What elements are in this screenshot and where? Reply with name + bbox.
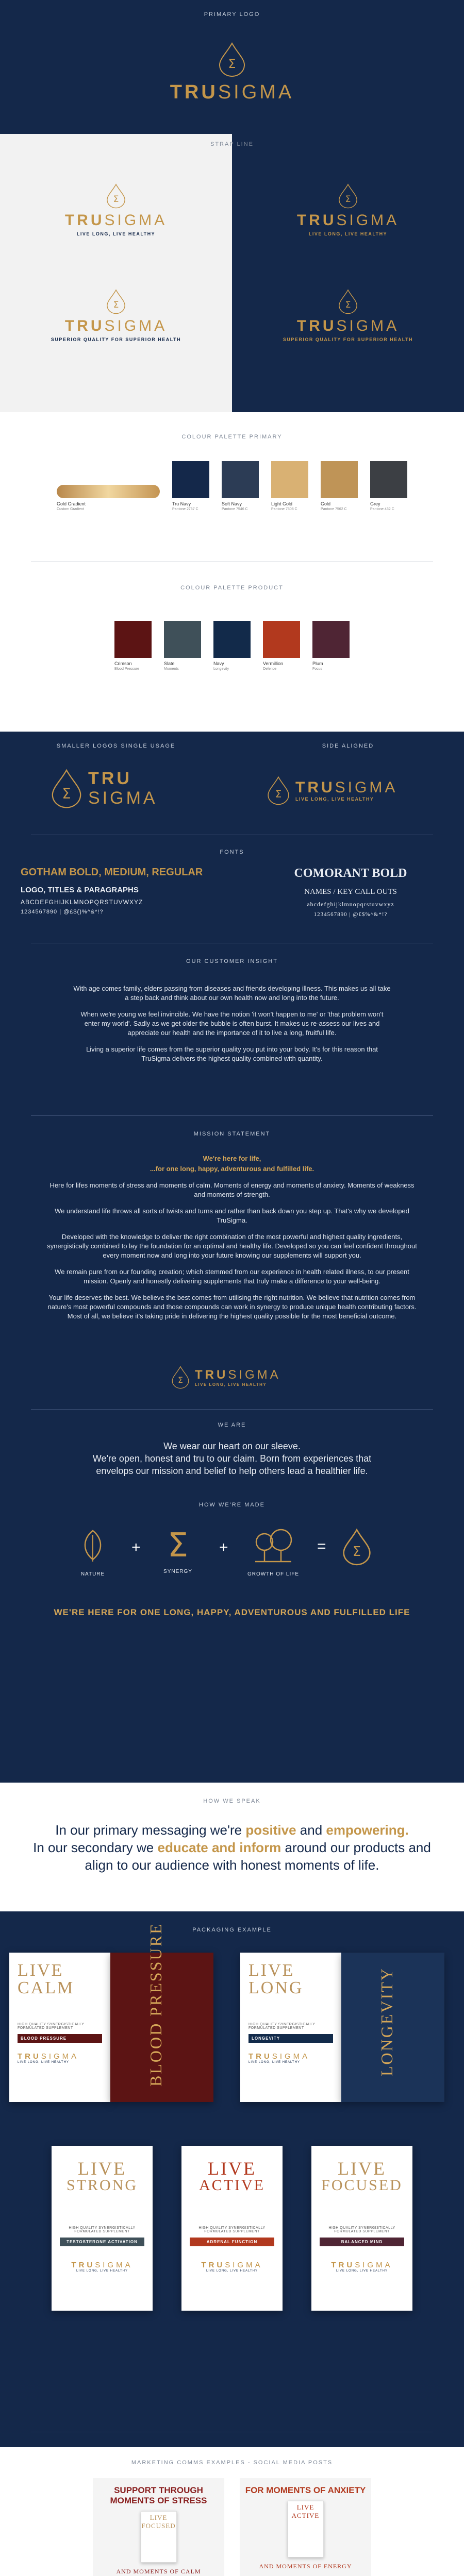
- package-live-calm: [9, 1953, 110, 2102]
- font-comorant-use: NAMES / KEY CALL OUTS: [304, 888, 397, 896]
- stacked-wordmark: [88, 769, 158, 808]
- swatch-product-4: [312, 621, 350, 671]
- tagline: LIVE LONG, LIVE HEALTHY: [206, 2269, 258, 2273]
- mission-headline: We're here for life,: [203, 1155, 261, 1162]
- tagline-alt: SUPERIOR QUALITY FOR SUPERIOR HEALTH: [51, 337, 181, 342]
- swatch-primary-5: [370, 461, 407, 511]
- mission-paragraph: Developed with the knowledge to deliver the right combination of the most powerful and highest quality ingredients, synergistically combined to lay the foundation for an optimal and healthy life. Developed so you can feel confident throughout every moment now and long into your future knowing our supplements will support you.: [47, 1233, 417, 1259]
- wordmark-sigma: SIGMA: [41, 2052, 79, 2061]
- swatch-primary-2: [222, 461, 259, 511]
- wordmark-sigma: SIGMA: [104, 317, 168, 334]
- gold-gradient-bar: [57, 485, 160, 498]
- svg-text:Σ: Σ: [178, 1375, 183, 1385]
- social-section: [0, 2447, 464, 2576]
- insight-text: [72, 984, 392, 1063]
- svg-text:Σ: Σ: [113, 194, 119, 205]
- drop-sigma-icon: [337, 289, 359, 314]
- speak-highlight: positive: [245, 1822, 296, 1838]
- package-product-word: LONG: [248, 1978, 304, 1997]
- packaging-section: [0, 1911, 464, 2447]
- strap-light-panel: [0, 134, 232, 412]
- equals-icon: =: [317, 1538, 326, 1555]
- section-title-we-are: WE ARE: [218, 1422, 246, 1428]
- swatch-name: Navy: [213, 661, 224, 666]
- swatch-code: Blood Pressure: [114, 667, 139, 671]
- how-made-equation: [0, 1528, 464, 1600]
- section-title-insight: OUR CUSTOMER INSIGHT: [186, 958, 278, 964]
- tagline: LIVE LONG, LIVE HEALTHY: [308, 231, 388, 236]
- package-live-active: [181, 2146, 283, 2311]
- wordmark-tru: TRU: [64, 317, 105, 334]
- package-band: BLOOD PRESSURE: [18, 2034, 102, 2043]
- swatch-product-2: [213, 621, 251, 671]
- section-title-palette-primary: COLOUR PALETTE PRIMARY: [181, 434, 283, 440]
- logo-wordmark: [65, 317, 167, 335]
- swatch-code: Pantone 2767 C: [172, 507, 198, 511]
- speak-part: In our primary messaging we're: [55, 1822, 246, 1838]
- wordmark-sigma: SIGMA: [335, 779, 398, 796]
- strap-line-section: [0, 134, 464, 412]
- speak-part: and: [296, 1822, 326, 1838]
- strap-logo-navy-1: [232, 183, 464, 236]
- side-aligned-logo: [266, 775, 397, 805]
- speak-highlight: empowering.: [326, 1822, 409, 1838]
- strap-logo-light-2: [0, 289, 232, 342]
- font-gotham-use: LOGO, TITLES & PARAGRAPHS: [21, 886, 139, 894]
- color-chip: [222, 461, 259, 498]
- made-label: NATURE: [80, 1571, 105, 1577]
- drop-sigma-icon: [105, 183, 127, 209]
- swatch-code: Longevity: [213, 667, 229, 671]
- swatch-name: Grey: [370, 501, 380, 506]
- package-subtitle: HIGH QUALITY SYNERGISTICALLY FORMULATED SUPPLEMENT: [248, 2023, 316, 2030]
- wordmark-sigma: SIGMA: [355, 2261, 393, 2269]
- social-footer: AND MOMENTS OF CALM: [116, 2568, 201, 2575]
- section-divider: [31, 1115, 433, 1116]
- wordmark-tru: TRU: [71, 2261, 95, 2269]
- swatch-name: Soft Navy: [222, 501, 242, 506]
- package-subtitle: HIGH QUALITY SYNERGISTICALLY FORMULATED SUPPLEMENT: [69, 2226, 136, 2233]
- package-logo: [320, 2261, 404, 2269]
- swatch-code: Pantone 7508 C: [271, 507, 297, 511]
- we-are-line-1: We wear our heart on our sleeve.: [163, 1441, 301, 1451]
- package-side-text: LONGEVITY: [377, 1967, 396, 2076]
- wordmark-sigma: SIGMA: [225, 2261, 263, 2269]
- brand-story-section: [0, 732, 464, 1783]
- wordmark-tru: TRU: [18, 2052, 41, 2061]
- font-gotham-numbers: 1234567890 | @£$()%^&*!?: [21, 909, 104, 915]
- speak-part: In our secondary we: [33, 1840, 158, 1855]
- package-live-word: LIVE: [78, 2158, 126, 2179]
- tagline: LIVE LONG, LIVE HEALTHY: [18, 2061, 69, 2064]
- swatch-code: Focus: [312, 667, 323, 671]
- insight-paragraph: When we're young we feel invincible. We have the notion 'it won't happen to me' or 'that problem won't enter my world'. Sadly as we get older the bubble is often burst. It makes us re-assess our lives and appreciate our health and the importance of it to live a long, fruitful life.: [80, 1010, 384, 1037]
- package-logo: [18, 2052, 102, 2061]
- made-label: GROWTH OF LIFE: [247, 1571, 300, 1577]
- trees-icon: [250, 1528, 296, 1564]
- font-comorant-title: COMORANT BOLD: [294, 867, 407, 880]
- mission-logo: [170, 1365, 281, 1389]
- package-live-word: LIVE: [208, 2158, 256, 2179]
- svg-text:Σ: Σ: [62, 786, 71, 802]
- social-headline: SUPPORT THROUGH MOMENTS OF STRESS: [110, 2485, 207, 2505]
- tagline: LIVE LONG, LIVE HEALTHY: [76, 231, 156, 236]
- made-synergy: [155, 1528, 201, 1574]
- svg-text:Σ: Σ: [345, 194, 351, 205]
- package-live-strong: [52, 2146, 153, 2311]
- wordmark-sigma: SIGMA: [336, 212, 400, 229]
- swatch-primary-0: [57, 461, 160, 511]
- swatch-name: Tru Navy: [172, 501, 191, 506]
- palette-primary-row: [0, 461, 464, 511]
- package-band: LONGEVITY: [248, 2034, 333, 2043]
- wordmark-tru: TRU: [170, 81, 218, 103]
- package-live-word: LIVE: [338, 2158, 386, 2179]
- wordmark-sigma: SIGMA: [336, 317, 400, 334]
- made-label: SYNERGY: [163, 1569, 192, 1574]
- tagline: LIVE LONG, LIVE HEALTHY: [295, 796, 374, 802]
- strap-navy-panel: [232, 134, 464, 412]
- how-we-speak-section: [0, 1783, 464, 1911]
- mission-headline-2: ...for one long, happy, adventurous and fulfilled life.: [150, 1165, 314, 1173]
- color-chip: [271, 461, 308, 498]
- social-post-2: [240, 2478, 371, 2576]
- package-side-longevity: [341, 1953, 444, 2102]
- wordmark-tru: TRU: [195, 1367, 228, 1382]
- section-title-mission: MISSION STATEMENT: [193, 1131, 271, 1137]
- svg-text:Σ: Σ: [345, 300, 351, 311]
- package-product-word: FOCUSED: [321, 2177, 403, 2194]
- wordmark-sigma: SIGMA: [95, 2261, 133, 2269]
- package-live-word: LIVE: [18, 1961, 64, 1980]
- drop-sigma-icon: [266, 775, 291, 805]
- leaf-icon: [77, 1528, 108, 1564]
- made-nature: [70, 1528, 116, 1577]
- drop-sigma-icon: [49, 768, 84, 809]
- social-product-mini: [288, 2501, 324, 2557]
- svg-text:Σ: Σ: [275, 788, 282, 801]
- mission-paragraph: Your life deserves the best. We believe the best comes from utilising the right nutrition. We believe that nutrition comes from nature's most powerful compounds and those compounds can work in synergy to produce unique health contributing factors. Most of all, we believe it's taking pride in delivering the highest quality possible for the most beneficial outcome.: [47, 1294, 417, 1320]
- drop-sigma-icon: [105, 289, 127, 314]
- section-title-marketing: MARKETING COMMS EXAMPLES - SOCIAL MEDIA POSTS: [131, 2460, 333, 2466]
- strap-logo-light-1: [0, 183, 232, 236]
- wordmark-tru: TRU: [201, 2261, 225, 2269]
- package-band: TESTOSTERONE ACTIVATION: [60, 2238, 144, 2246]
- strap-logo-navy-2: [232, 289, 464, 342]
- color-chip: [312, 621, 350, 658]
- package-logo: [248, 2052, 333, 2061]
- wordmark-sigma: SIGMA: [88, 788, 158, 808]
- swatch-product-0: [114, 621, 152, 671]
- speak-text: [21, 1821, 443, 1874]
- plus-icon: +: [131, 1539, 141, 1556]
- wordmark-sigma: SIGMA: [218, 81, 294, 103]
- logo-wordmark: [170, 81, 294, 104]
- mission-paragraph: We remain pure from our founding creation; which stemmed from our experience in health related illness, to our present mission. Openly and honestly delivering supplements that truly make a difference to your well-being.: [55, 1268, 409, 1285]
- mini-label: LIVE ACTIVE: [291, 2503, 320, 2519]
- speak-highlight: educate and inform: [157, 1840, 281, 1855]
- color-chip: [321, 461, 358, 498]
- color-chip: [164, 621, 201, 658]
- logo-wordmark: [65, 212, 167, 229]
- package-band: BALANCED MIND: [320, 2238, 404, 2246]
- primary-logo: [0, 41, 464, 104]
- svg-text:Σ: Σ: [113, 300, 119, 311]
- package-product-word: STRONG: [66, 2177, 138, 2194]
- sigma-icon: Σ: [167, 1527, 189, 1565]
- side-wordmark: [295, 779, 397, 796]
- package-subtitle: HIGH QUALITY SYNERGISTICALLY FORMULATED SUPPLEMENT: [328, 2226, 395, 2233]
- drop-sigma-icon: [217, 41, 247, 77]
- package-subtitle: HIGH QUALITY SYNERGISTICALLY FORMULATED SUPPLEMENT: [18, 2023, 85, 2030]
- stacked-logo: [49, 768, 158, 809]
- swatch-code: Pantone 7546 C: [222, 507, 248, 511]
- font-comorant-numbers: 1234567890 | @£$%^&*!?: [313, 911, 388, 918]
- swatch-code: Defence: [263, 667, 277, 671]
- section-title-fonts: FONTS: [220, 849, 244, 855]
- swatch-name: Light Gold: [271, 501, 293, 506]
- swatch-code: Custom Gradient: [57, 507, 84, 511]
- social-footer: AND MOMENTS OF ENERGY: [259, 2563, 352, 2570]
- section-title-packaging: PACKAGING EXAMPLE: [192, 1927, 272, 1933]
- social-product-mini: [141, 2511, 177, 2563]
- font-gotham-block: [21, 867, 211, 915]
- tagline: LIVE LONG, LIVE HEALTHY: [248, 2061, 300, 2064]
- wordmark-tru: TRU: [296, 212, 337, 229]
- swatch-code: Pantone 7562 C: [321, 507, 347, 511]
- made-slogan: WE'RE HERE FOR ONE LONG, HAPPY, ADVENTUROUS AND FULFILLED LIFE: [54, 1607, 410, 1617]
- swatch-code: Moments: [164, 667, 179, 671]
- section-title-strap-line: STRAP LINE: [210, 141, 254, 147]
- we-are-text: [77, 1440, 387, 1477]
- section-title-primary-logo: PRIMARY LOGO: [204, 11, 260, 18]
- swatch-primary-4: [321, 461, 358, 511]
- tagline: LIVE LONG, LIVE HEALTHY: [336, 2269, 388, 2273]
- package-live-focused: [311, 2146, 412, 2311]
- logo-wordmark: [195, 1368, 281, 1382]
- color-chip: [114, 621, 152, 658]
- package-product-word: ACTIVE: [199, 2177, 265, 2194]
- primary-logo-section: [0, 0, 464, 134]
- package-subtitle: HIGH QUALITY SYNERGISTICALLY FORMULATED SUPPLEMENT: [198, 2226, 266, 2233]
- color-chip: [213, 621, 251, 658]
- swatch-name: Crimson: [114, 661, 132, 666]
- wordmark-tru: TRU: [295, 779, 335, 796]
- logo-wordmark: [297, 212, 399, 229]
- package-logo: [190, 2261, 274, 2269]
- made-growth: [240, 1528, 307, 1577]
- section-divider: [31, 1409, 433, 1410]
- package-band: ADRENAL FUNCTION: [190, 2238, 274, 2246]
- wordmark-tru: TRU: [296, 317, 337, 334]
- swatch-product-3: [263, 621, 300, 671]
- tagline: LIVE LONG, LIVE HEALTHY: [76, 2269, 128, 2273]
- section-title-side-aligned: SIDE ALIGNED: [322, 743, 374, 749]
- swatch-product-1: [164, 621, 201, 671]
- swatch-name: Plum: [312, 661, 323, 666]
- wordmark-tru: TRU: [64, 212, 105, 229]
- palette-section: [0, 412, 464, 732]
- wordmark-sigma: SIGMA: [104, 212, 168, 229]
- palette-product-row: [0, 621, 464, 671]
- tagline-alt: SUPERIOR QUALITY FOR SUPERIOR HEALTH: [283, 337, 413, 342]
- plus-icon: +: [219, 1539, 228, 1556]
- we-are-line-2: We're open, honest and tru to our claim. Born from experiences that envelops our mission and belief to help others lead a healthier life.: [92, 1453, 372, 1476]
- swatch-name: Gold Gradient: [57, 501, 86, 506]
- wordmark-tru: TRU: [88, 769, 132, 788]
- color-chip: [263, 621, 300, 658]
- swatch-primary-1: [172, 461, 209, 511]
- font-comorant-alphabet: abcdefghijklmnopqrstuvwxyz: [307, 901, 394, 908]
- social-headline: FOR MOMENTS OF ANXIETY: [245, 2485, 366, 2495]
- swatch-name: Slate: [164, 661, 175, 666]
- wordmark-sigma: SIGMA: [228, 1367, 281, 1382]
- drop-sigma-icon: [340, 1528, 373, 1566]
- mission-text: [46, 1154, 418, 1321]
- mini-label: LIVE FOCUSED: [141, 2514, 176, 2530]
- drop-sigma-icon: [337, 183, 359, 209]
- swatch-primary-3: [271, 461, 308, 511]
- mission-paragraph: Here for lifes moments of stress and moments of calm. Moments of energy and moments of anxiety. Moments of weakness and moments of strength.: [49, 1181, 415, 1198]
- insight-paragraph: With age comes family, elders passing from diseases and friends developing illness. This makes us all take a step back and think about our own health now and long into the future.: [73, 985, 391, 1002]
- section-title-palette-product: COLOUR PALETTE PRODUCT: [180, 585, 284, 591]
- tagline: LIVE LONG, LIVE HEALTHY: [195, 1382, 267, 1387]
- swatch-code: Pantone 432 C: [370, 507, 394, 511]
- mission-paragraph: We understand life throws all sorts of twists and turns and rather than back down you step up. That's why we developed TruSigma.: [55, 1207, 409, 1224]
- section-title-how-made: HOW WE'RE MADE: [199, 1502, 265, 1508]
- drop-sigma-icon: [170, 1365, 191, 1389]
- swatch-name: Vermillion: [263, 661, 284, 666]
- wordmark-sigma: SIGMA: [272, 2052, 310, 2061]
- logo-wordmark: [297, 317, 399, 335]
- social-post-1: [93, 2478, 224, 2576]
- swatch-name: Gold: [321, 501, 331, 506]
- package-logo: [60, 2261, 144, 2269]
- package-side-blood-pressure: [110, 1922, 213, 2102]
- section-title-smaller-logos: SMALLER LOGOS SINGLE USAGE: [56, 743, 176, 749]
- wordmark-tru: TRU: [331, 2261, 355, 2269]
- section-title-how-speak: HOW WE SPEAK: [203, 1798, 261, 1804]
- package-side-text: BLOOD PRESSURE: [146, 1922, 165, 2087]
- svg-text:Σ: Σ: [352, 1543, 361, 1559]
- color-chip: [172, 461, 209, 498]
- wordmark-tru: TRU: [248, 2052, 272, 2061]
- package-live-long: [240, 1953, 341, 2102]
- font-comorant-block: [258, 867, 443, 918]
- svg-text:Σ: Σ: [228, 57, 236, 71]
- font-gotham-alphabet: ABCDEFGHIJKLMNOPQRSTUVWXYZ: [21, 899, 143, 906]
- speak-part: around our products and align to our audience with honest moments of life.: [85, 1840, 431, 1873]
- package-live-word: LIVE: [248, 1961, 295, 1980]
- package-product-word: CALM: [18, 1978, 75, 1997]
- made-result: [340, 1528, 373, 1568]
- font-gotham-title: GOTHAM BOLD, MEDIUM, REGULAR: [21, 867, 203, 878]
- color-chip: [370, 461, 407, 498]
- insight-paragraph: Living a superior life comes from the superior quality you put into your body. It's for this reason that TruSigma delivers the highest quality combined with quantity.: [86, 1045, 378, 1062]
